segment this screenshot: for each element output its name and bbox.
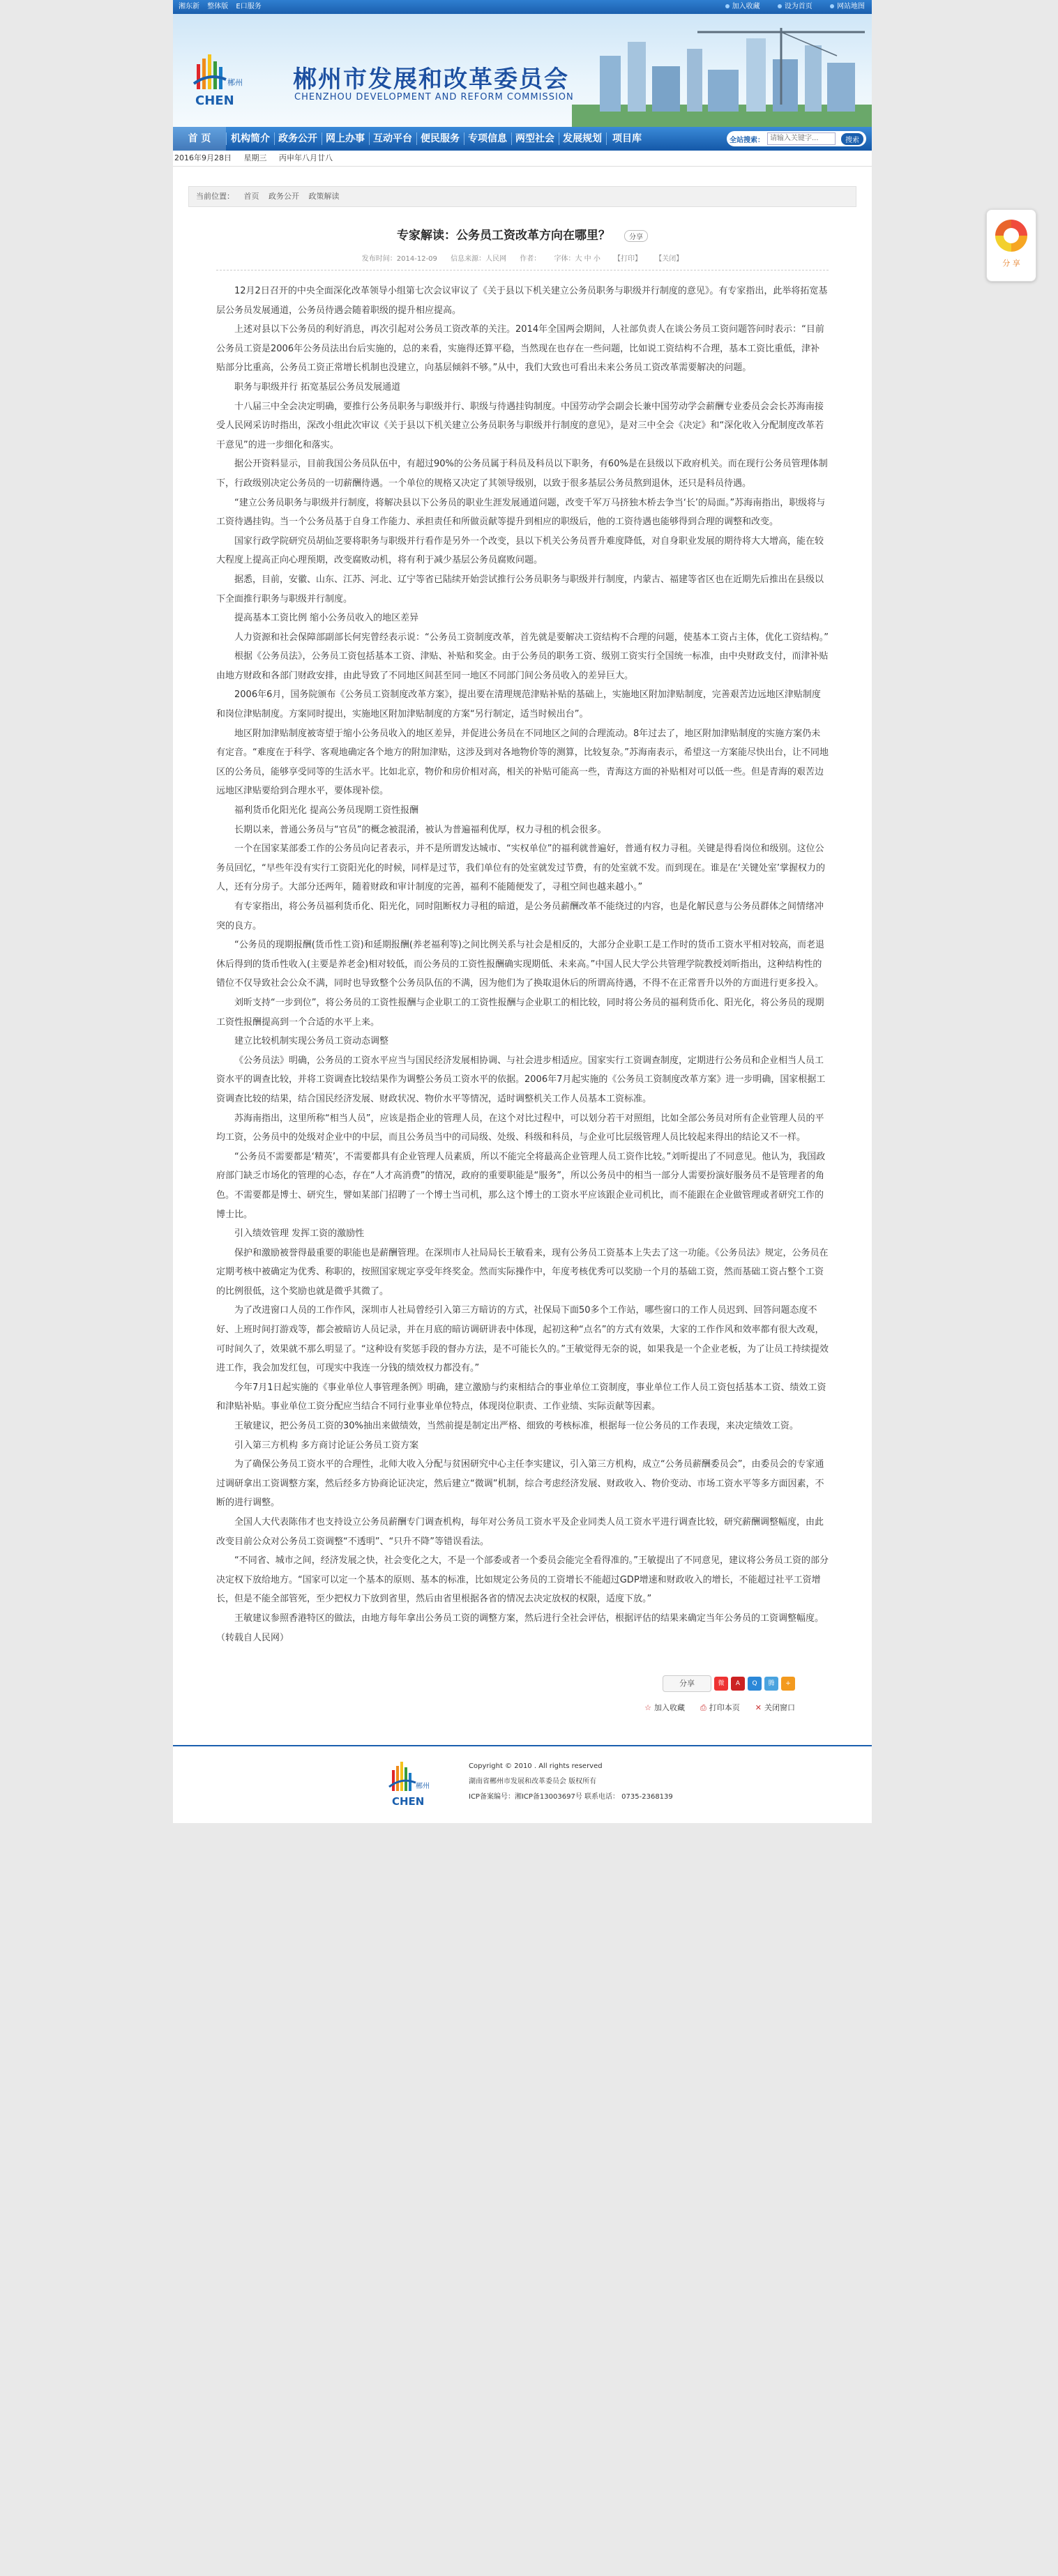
site-search [727, 131, 866, 146]
close-icon: ✕ [755, 1703, 762, 1713]
add-favorite-link[interactable]: 加入收藏 [725, 3, 760, 10]
article-paragraph: 2006年6月，国务院颁布《公务员工资制度改革方案》，提出要在清理规范津贴补贴的基础上，实施地区附加津贴制度，完善艰苦边远地区津贴制度和岗位津贴制度。方案同时提出，实施地区附加津贴制度的方案“另行制定，适当时候出台”。 [216, 689, 821, 720]
breadcrumb-item[interactable]: 政务公开 [269, 192, 299, 201]
share-tencent-icon[interactable]: 腾 [764, 1677, 778, 1691]
search-label: 全站搜索： [730, 136, 764, 144]
article-body [216, 282, 829, 1647]
page-container [173, 0, 872, 1823]
article-title: 专家解读：公务员工资改革方向在哪里？ [397, 229, 611, 243]
article-paragraph: 人力资源和社会保障部副部长何宪曾经表示说：“公务员工资制度改革，首先就是要解决工资结构不合理的问题，使基本工资占主体，优化工资结构。” [234, 632, 829, 643]
article-paragraph: 一个在国家某部委工作的公务员向记者表示，并不是所谓发达城市、“实权单位”的福利就普遍好，普通有权力寻租。关键是得看岗位和级别。这位公务员回忆，“早些年没有实行工资阳光化的时候，同样是过节，我们单位有的处室就发过节费，有的处室就不发。而到现在。谁是在‘关键处室’掌握权力的人，还有分房子。大部分还两年，随着财政和审计制度的完善，福利不能随便发了，寻租空间也越来越小。” [216, 844, 826, 893]
share-qzone-icon[interactable]: Q [748, 1677, 762, 1691]
share-button[interactable]: 分享 [663, 1675, 711, 1692]
article-subheading: 引入绩效管理 发挥工资的激励性 [234, 1228, 365, 1240]
article-paragraph: 今年7月1日起实施的《事业单位人事管理条例》明确，建立激励与约束相结合的事业单位工资制度，事业单位工作人员工资包括基本工资、绩效工资和津贴补贴。事业单位工资分配应当结合不同行业事业单位特点，体现岗位职责、工作业绩、实际贡献等因素。 [216, 1382, 826, 1412]
print-link[interactable]: 【打印】 [614, 255, 642, 263]
article [173, 225, 872, 1745]
article-subheading: 福利货币化阳光化 提高公务员现期工资性报酬 [234, 805, 419, 816]
article-paragraph: 12月2日召开的中央全面深化改革领导小组第七次会议审议了《关于县以下机关建立公务员职务与职级并行制度的意见》。有专家指出，此举将拓宽基层公务员发展通道，公务员待遇会随着职级的提升相应提高。 [216, 286, 828, 316]
article-subheading: 引入第三方机构 多方商讨论证公务员工资方案 [234, 1440, 419, 1451]
site-subtitle: CHENZHOU DEVELOPMENT AND REFORM COMMISSION [294, 92, 574, 102]
nav-item-home[interactable]: 首 页 [173, 127, 226, 151]
article-paragraph: 根据《公务员法》，公务员工资包括基本工资、津贴、补贴和奖金。由于公务员的职务工资、级别工资实行全国统一标准，由中央财政支付，而津补贴由地方财政和各部门财政安排，由此导致了不同地区间甚至同一地区不同部门间公务员收入的差异巨大。 [216, 651, 829, 681]
article-paragraph: 据公开资料显示，目前我国公务员队伍中，有超过90%的公务员属于科员及科员以下职务，有60%是在县级以下政府机关。而在现行公务员管理体制下，行政级别决定公务员的一切薪酬待遇。一个单位的规格又决定了其领导级别，以致于很多基层公务员熬到退休，还只是科员待遇。 [216, 459, 828, 489]
article-paragraph: 地区附加津贴制度被寄望于缩小公务员收入的地区差异，并促进公务员在不同地区之间的合理流动。8年过去了，地区附加津贴制度的实施方案仍未有定音。“难度在于科学、客观地确定各个地方的附加津贴，这涉及到对各地物价等的测算，比较复杂。”苏海南表示，希望这一方案能尽快出台，让不同地区的公务员，能够享受同等的生活水平。比如北京，物价和房价相对高，相关的补贴可能高一些，青海这方面的补贴相对可以低一些。但是青海的艰苦边远地区津贴要给到合理水平，要体现补偿。 [216, 728, 829, 797]
add-favorite-button[interactable]: ☆ 加入收藏 [644, 1703, 685, 1713]
share-bar [663, 1675, 795, 1692]
footer-text [469, 1759, 673, 1805]
floating-share-label: 分 享 [1002, 259, 1020, 268]
site-logo[interactable] [192, 49, 247, 112]
dot-icon [830, 4, 834, 8]
set-home-link[interactable]: 设为首页 [778, 3, 813, 10]
breadcrumb [188, 186, 856, 207]
close-window-button[interactable]: ✕ 关闭窗口 [755, 1703, 795, 1713]
share-logo-icon [995, 220, 1027, 252]
footer-org: 湖南省郴州市发展和改革委员会 版权所有 [469, 1778, 597, 1786]
article-paragraph: “建立公务员职务与职级并行制度，将解决县以下公务员的职业生涯发展通道问题，改变千军万马挤独木桥去争当‘长’的局面。”苏海南指出，职级将与工资待遇挂钩。当一个公务员基于自身工作能力、承担责任和所做贡献等提升到相应的职级后，他的工资待遇也能够得到合理的调整和改变。 [216, 497, 826, 528]
article-tools [216, 1661, 829, 1745]
nav-item-two-type-society[interactable]: 两型社会 [515, 133, 554, 144]
top-link[interactable]: 整体版 [207, 3, 229, 10]
footer-icp: ICP备案编号：湘ICP备13003697号 联系电话： 0735-2368139 [469, 1793, 673, 1801]
share-more-icon[interactable]: + [781, 1677, 795, 1691]
publish-date: 发布时间：2014-12-09 [361, 255, 437, 263]
footer-logo [388, 1758, 434, 1811]
article-subheading: 建立比较机制实现公务员工资动态调整 [234, 1036, 389, 1047]
article-paragraph: “公务员不需要都是‘精英’，不需要都具有企业管理人员素质，所以不能完全将最高企业管理人员工资作比较。”刘昕提出了不同意见。他认为，我国政府部门缺乏市场化的管理的心态，存在“人才高消费”的情况，政府的重要职能是“服务”，所以公务员中的相当一部分人需要扮演好服务员不是管理者的角色。不需要都是博士、研究生，譬如某部门招聘了一个博士当司机，那么这个博士的工资水平应该跟企业司机比，而不能跟在企业做管理或者研究工作的博士比。 [216, 1151, 826, 1220]
article-title-row [216, 225, 829, 243]
nav-item-online-service[interactable]: 网上办事 [326, 133, 365, 144]
nav-item-planning[interactable]: 发展规划 [563, 133, 602, 144]
article-paragraph: 上述对县以下公务员的利好消息，再次引起对公务员工资改革的关注。2014年全国两会期间，人社部负责人在谈公务员工资问题答问时表示：“目前公务员工资是2006年公务员法出台后实施的，总的来看，实施得还算平稳，当然现在也存在一些问题，比如说工资结构不合理，基本工资比重低，津补贴部分比重高，公务员工资正常增长机制也没建立，向基层倾斜不够。”从中，我们大致也可看出未来公务员工资改革需要解决的问题。 [216, 324, 824, 374]
nav-item-interaction[interactable]: 互动平台 [373, 133, 412, 144]
site-title: 郴州市发展和改革委员会 [293, 66, 569, 93]
nav-item-special-info[interactable]: 专项信息 [468, 133, 507, 144]
nav-item-about[interactable]: 机构简介 [231, 133, 270, 144]
nav-item-gov-affairs[interactable]: 政务公开 [278, 133, 317, 144]
close-link[interactable]: 【关闭】 [655, 255, 683, 263]
city-skyline-image [572, 28, 872, 127]
footer-logo-en: CHEN [392, 1795, 425, 1808]
nav-divider [226, 132, 227, 145]
article-paragraph: 为了确保公务员工资水平的合理性，北师大收入分配与贫困研究中心主任李实建议，引入第三方机构，成立“公务员薪酬委员会”，由委员会的专家通过调研拿出工资调整方案，然后经多方协商论证决定，然后建立“微调”机制，综合考虑经济发展、财政收入、物价变动、市场工资水平等多方面因素，不断的进行调整。 [216, 1459, 824, 1509]
printer-icon: ⎙ [700, 1703, 706, 1713]
article-paragraph: 据悉，目前，安徽、山东、江苏、河北、辽宁等省已陆续开始尝试推行公务员职务与职级并行制度，内蒙古、福建等省区也在近期先后推出在县级以下全面推行职务与职级并行制度。 [216, 574, 824, 604]
article-paragraph: 保护和激励被誉得最重要的职能也是薪酬管理。在深圳市人社局局长王敏看来，现有公务员工资基本上失去了这一功能。《公务员法》规定，公务员在定期考核中被确定为优秀、称职的，按照国家规定享受年终奖金。然而实际操作中，年度考核优秀可以奖励一个月的基础工资，然而基础工资占整个工资的比例很低，这个奖励也就是微乎其微了。 [216, 1247, 829, 1297]
top-bar [173, 0, 872, 14]
article-paragraph: 王敏建议，把公务员工资的30%抽出来做绩效，当然前提是制定出严格、细致的考核标准，根据每一位公务员的工作表现，来决定绩效工资。 [234, 1421, 799, 1432]
share-weibo-icon[interactable]: 微 [714, 1677, 728, 1691]
search-button[interactable]: 搜索 [841, 133, 863, 145]
article-meta [216, 252, 829, 270]
weekday: 星期三 [243, 153, 267, 162]
font-size-control[interactable]: 字体：大 中 小 [554, 255, 600, 263]
date-bar [173, 151, 872, 167]
floating-share-widget[interactable] [986, 209, 1036, 282]
print-button[interactable]: ⎙ 打印本页 [700, 1703, 740, 1713]
dot-icon [725, 4, 730, 8]
logo-en: CHEN [195, 93, 234, 108]
logo-text: 郴州 [227, 78, 243, 87]
article-paragraph: 苏海南指出，这里所称“相当人员”，应该是指企业的管理人员，在这个对比过程中，可以划分若干对照组，比如全部公务员对所有企业管理人员的平均工资，公务员中的处级对企业中的中层，而且公务员当中的司局级、处级、科级和科员，与企业可比层级管理人员比较起来得出的结论又不一样。 [216, 1113, 824, 1143]
lunar-date: 丙申年八月廿八 [279, 153, 333, 162]
article-paragraph: 刘昕支持“一步到位”，将公务员的工资性报酬与企业职工的工资性报酬与企业职工的相比较，同时将公务员的福利货币化、阳光化，将公务员的现期工资性报酬提高到一个合适的水平上来。 [216, 997, 824, 1028]
article-paragraph: 《公务员法》明确，公务员的工资水平应当与国民经济发展相协调、与社会进步相适应。国家实行工资调查制度，定期进行公务员和企业相当人员工资水平的调查比较，并将工资调查比较结果作为调整公务员工资水平的依据。2006年7月起实施的《公务员工资制度改革方案》进一步明确，国家根据工资调查比较的结果，结合国民经济发展、财政状况、物价水平等情况，适时调整机关工作人员基本工资标准。 [216, 1055, 826, 1104]
article-paragraph: 长期以来，普通公务员与“官员”的概念被混淆，被认为普遍福利优厚，权力寻租的机会很多。 [234, 824, 607, 835]
breadcrumb-item[interactable]: 政策解读 [308, 192, 340, 201]
current-date: 2016年9月28日 [174, 153, 232, 162]
share-button[interactable]: 分享 [624, 230, 648, 242]
search-input[interactable]: 请输入关键字... [767, 132, 836, 145]
top-link[interactable]: 湘东新 [179, 3, 199, 10]
share-pdf-icon[interactable]: A [731, 1677, 745, 1691]
nav-item-public-service[interactable]: 便民服务 [421, 133, 460, 144]
nav-item-project-library[interactable]: 项目库 [612, 133, 642, 144]
article-paragraph: 十八届三中全会决定明确，要推行公务员职务与职级并行、职级与待遇挂钩制度。中国劳动学会副会长兼中国劳动学会薪酬专业委员会会长苏海南接受人民网采访时指出，深改小组此次审议《关于县以下机关建立公务员职务与职级并行制度的意见》，是对三中全会《决定》和“深化收入分配制度改革若干意见”的进一步细化和落实。 [216, 401, 824, 450]
header-banner [173, 14, 872, 127]
breadcrumb-item[interactable]: 首页 [243, 192, 259, 201]
dot-icon [778, 4, 782, 8]
article-paragraph: 为了改进窗口人员的工作作风，深圳市人社局曾经引入第三方暗访的方式，社保局下面50多个工作站，哪些窗口的工作人员迟到、回答问题态度不好、上班时间打游戏等，都会被暗访人员记录，并在月底的暗访调研讲表中体现，起初这种“点名”的方式有效果，大家的工作作风和效率都有很大改观，可时间久了，效果就不那么明显了。“这种设有奖惩手段的督办方法，是不可能长久的。”王敏觉得无奈的说，如果我是一个企业老板，为了让员工持续提效进工作，我会加发红包，可现实中我连一分钱的绩效权力都没有。” [216, 1305, 829, 1374]
tool-links [644, 1702, 795, 1713]
article-paragraph: 全国人大代表陈伟才也支持设立公务员薪酬专门调查机构，每年对公务员工资水平及企业同类人员工资水平进行调查比较，研究薪酬调整幅度，由此改变目前公众对公务员工资调整“不透明”、“只升不降”等错误看法。 [216, 1517, 824, 1547]
breadcrumb-label: 当前位置： [196, 192, 234, 201]
source: 信息来源：人民网 [451, 255, 507, 263]
footer [173, 1745, 872, 1823]
article-paragraph: “公务员的现期报酬(货币性工资)和延期报酬(养老福利等)之间比例关系与社会是相反的，大部分企业职工是工作时的货币工资水平相对较高，而老退休后得到的货币性收入(主要是养老金)相对较低，而公务员的工资性报酬确实现期低、未来高。”中国人民大学公共管理学院教授刘昕指出，这种结构性的错位不仅导致社会公众不满，同时也导致整个公务员队伍的不满，因为他们为了换取退休后的所谓高待遇，不得不在正常晋升以外的方面进行更多投入。 [216, 940, 825, 989]
top-link[interactable]: E口服务 [236, 3, 262, 10]
article-paragraph: 王敏建议参照香港特区的做法，由地方每年拿出公务员工资的调整方案，然后进行全社会评估，根据评估的结果来确定当年公务员的工资调整幅度。（转载自人民网） [216, 1613, 824, 1643]
article-paragraph: 有专家指出，将公务员福利货币化、阳光化，同时阻断权力寻租的暗道，是公务员薪酬改革不能绕过的内容，也是化解民意与公务员群体之间情绪冲突的良方。 [216, 901, 824, 931]
sitemap-link[interactable]: 网站地图 [830, 3, 865, 10]
article-subheading: 职务与职级并行 拓宽基层公务员发展通道 [234, 381, 401, 393]
footer-logo-text: 郴州 [416, 1783, 430, 1791]
copyright: Copyright © 2010 . All rights reserved [469, 1762, 603, 1771]
author: 作者： [520, 255, 541, 263]
article-subheading: 提高基本工资比例 缩小公务员收入的地区差异 [234, 613, 419, 624]
article-paragraph: 国家行政学院研究员胡仙芝要将职务与职级并行看作是另外一个改变，县以下机关公务员晋升难度降低，对自身职业发展的期待将大大增高，能在较大程度上提高正向心理预期，改变腐败动机，将有利于减少基层公务员腐败问题。 [216, 535, 824, 566]
article-paragraph: “不同省、城市之间，经济发展之快，社会变化之大，不是一个部委或者一个委员会能完全看得准的。”王敏提出了不同意见，建议将公务员工资的部分决定权下放给地方。“国家可以定一个基本的原则、基本的标准，比如规定公务员的工资增长不能超过GDP增速和财政收入的增长，不能超过社平工资增长，但是不能全部管死，至少把权力下放到省里，然后由省里根据各省的情况去决定放权的权限，适度下放。” [216, 1555, 829, 1605]
star-icon: ☆ [644, 1703, 651, 1713]
main-nav [173, 127, 872, 151]
